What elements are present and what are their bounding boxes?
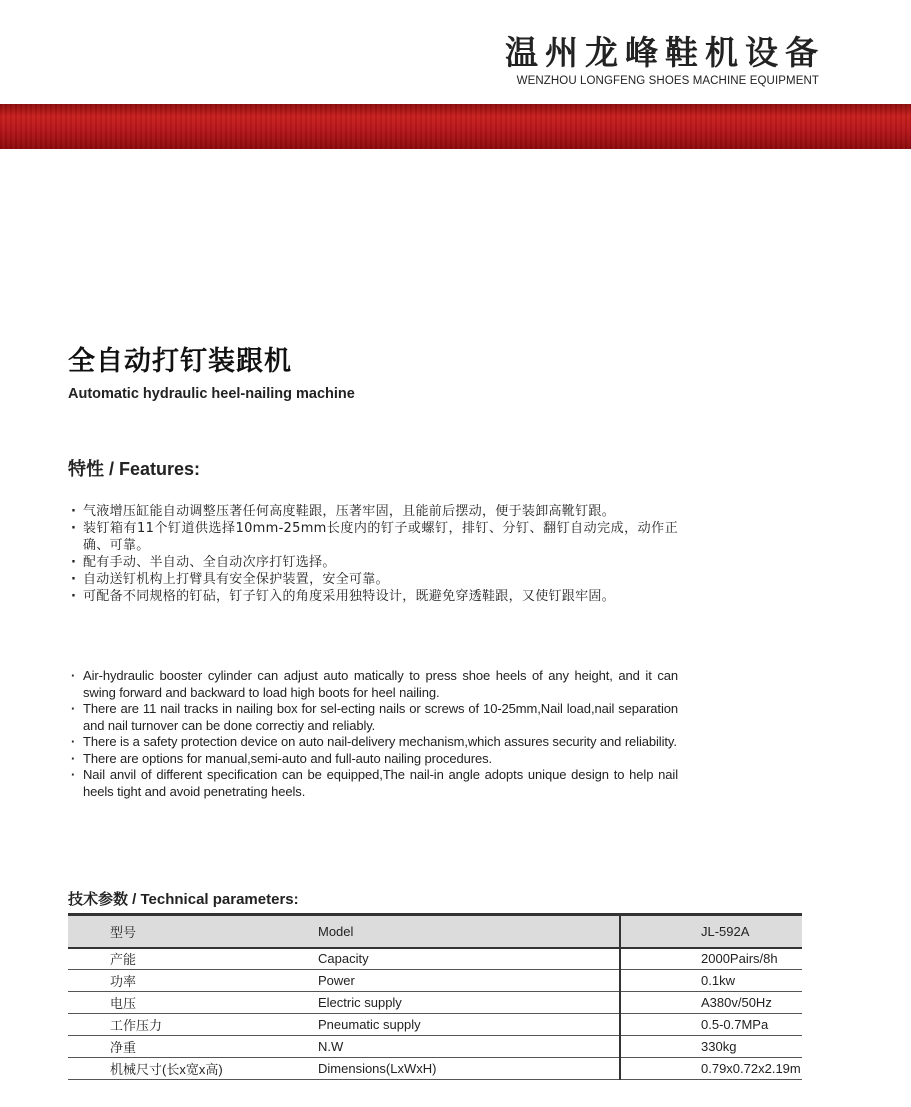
- product-title-block: [68, 348, 355, 402]
- param-value: 2000Pairs/8h: [620, 948, 802, 970]
- table-row: [68, 970, 802, 992]
- features-list-cn: [68, 503, 678, 605]
- company-header: [505, 33, 825, 87]
- feature-item-cn: · 可配备不同规格的钉砧，钉子钉入的角度采用独特设计，既避免穿透鞋跟，又使钉跟牢固。: [68, 588, 678, 605]
- param-name-cn: 产能: [68, 948, 278, 970]
- param-value: 0.1kw: [620, 970, 802, 992]
- param-name-en: Electric supply: [278, 992, 620, 1014]
- feature-item-en: · Nail anvil of different specification can be equipped,The nail-in angle adopts unique design to help nail heels tight and avoid penetrating heels.: [68, 767, 678, 800]
- table-row: [68, 1036, 802, 1058]
- feature-item-en: · Air-hydraulic booster cylinder can adjust auto matically to press shoe heels of any height, and it can swing forward and backward to load high boots for heel nailing.: [68, 668, 678, 701]
- param-name-en: Power: [278, 970, 620, 992]
- feature-item-cn: · 装钉箱有11个钉道供选择10mm-25mm长度内的钉子或螺钉，排钉、分钉、翻钉自动完成，动作正确、可靠。: [68, 520, 678, 554]
- param-name-en: Model: [278, 915, 620, 948]
- param-value: 330kg: [620, 1036, 802, 1058]
- product-title-cn: 全自动打钉装跟机: [68, 346, 292, 377]
- table-row: [68, 948, 802, 970]
- param-name-en: N.W: [278, 1036, 620, 1058]
- param-value: 0.5-0.7MPa: [620, 1014, 802, 1036]
- param-name-cn: 电压: [68, 992, 278, 1014]
- param-value: A380v/50Hz: [620, 992, 802, 1014]
- param-name-cn: 工作压力: [68, 1014, 278, 1036]
- param-name-en: Dimensions(LxWxH): [278, 1058, 620, 1080]
- feature-item-en: · There is a safety protection device on auto nail-delivery mechanism,which assures security and reliability.: [68, 734, 678, 751]
- table-row: [68, 992, 802, 1014]
- param-name-cn: 机械尺寸(长x宽x高): [68, 1058, 278, 1080]
- table-header-row: [68, 915, 802, 948]
- feature-item-cn: · 配有手动、半自动、全自动次序打钉选择。: [68, 554, 678, 571]
- param-value: 0.79x0.72x2.19m: [620, 1058, 802, 1080]
- company-name-en: WENZHOU LONGFENG SHOES MACHINE EQUIPMENT: [516, 75, 819, 87]
- feature-item-cn: · 气液增压缸能自动调整压著任何高度鞋跟，压著牢固，且能前后摆动，便于装卸高靴钉跟。: [68, 503, 678, 520]
- feature-item-en: · There are 11 nail tracks in nailing box for sel-ecting nails or screws of 10-25mm,Nail load,nail separation and nail turnover can be done correctiy and reliably.: [68, 701, 678, 734]
- product-title-en: Automatic hydraulic heel-nailing machine: [68, 386, 355, 402]
- decorative-red-band: [0, 104, 911, 149]
- feature-item-cn: · 自动送钉机构上打臂具有安全保护装置，安全可靠。: [68, 571, 678, 588]
- param-name-en: Capacity: [278, 948, 620, 970]
- table-row: [68, 1058, 802, 1080]
- param-name-cn: 净重: [68, 1036, 278, 1058]
- feature-item-en: · There are options for manual,semi-auto and full-auto nailing procedures.: [68, 751, 678, 768]
- param-value: JL-592A: [620, 915, 802, 948]
- param-name-cn: 型号: [68, 915, 278, 948]
- technical-parameters-table: [68, 913, 802, 1080]
- table-row: [68, 1014, 802, 1036]
- param-name-cn: 功率: [68, 970, 278, 992]
- param-name-en: Pneumatic supply: [278, 1014, 620, 1036]
- company-name-cn: 温州龙峰鞋机设备: [505, 33, 825, 72]
- technical-heading: 技术参数 / Technical parameters:: [68, 891, 299, 908]
- features-heading: 特性 / Features:: [68, 459, 201, 479]
- features-list-en: [68, 668, 678, 800]
